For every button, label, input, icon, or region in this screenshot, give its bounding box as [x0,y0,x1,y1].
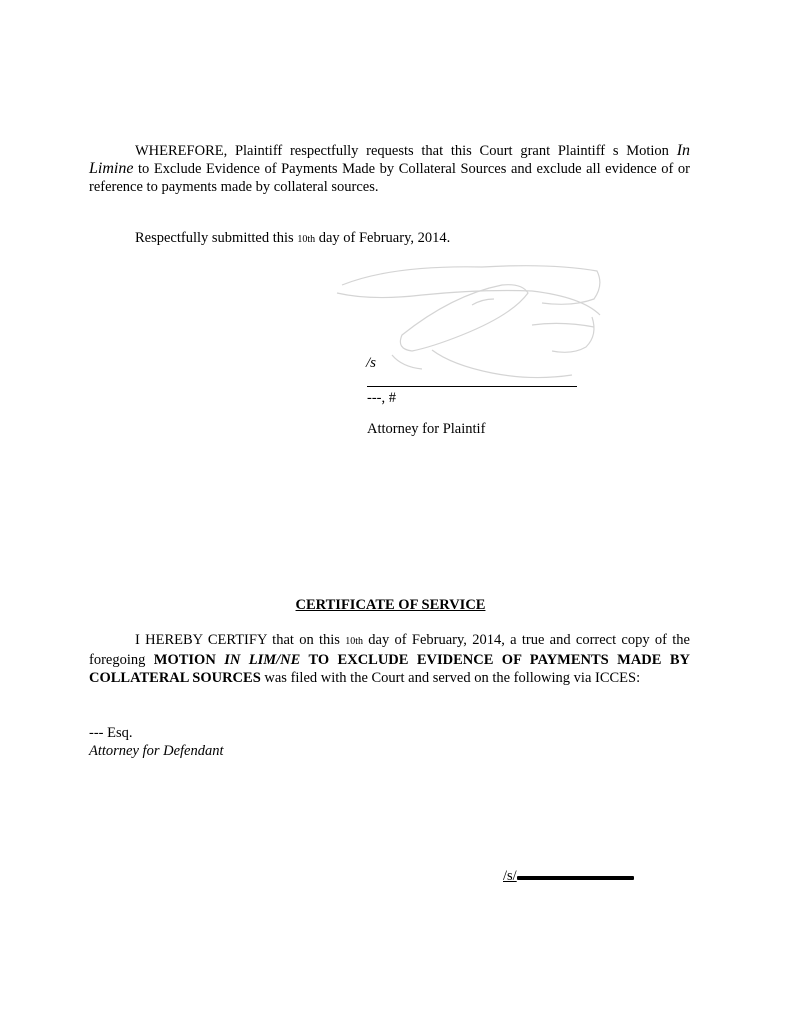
limine-italic: Limine [89,160,134,177]
bottom-signature-slash: /s/ [503,868,517,884]
attorney-role: Attorney for Plaintif [367,421,486,437]
certificate-day: 10th [345,636,364,647]
signature-line [367,386,577,387]
certificate-paragraph: I HEREBY CERTIFY that on this 10th day of February, 2014, a true and correct copy of the foregoing MOTION IN LIM/NE TO EXCLUDE EVIDENCE OF PAYMENTS MADE BY COLLATERAL SOURCES was filed with the Court and served on the following via ICCES: [89,632,691,686]
in-italic: In [676,142,691,159]
submitted-line: Respectfully submitted this 10th day of February, 2014. [135,230,451,246]
certificate-title: CERTIFICATE OF SERVICE [295,597,486,613]
closing-text: WHEREFORE, Plaintiff respectfully requests that this Court grant Plaintiff s Motion [135,143,669,159]
signature-scribble [332,255,607,395]
closing-paragraph [89,142,690,196]
signature-slash: /s [366,355,377,371]
recipient-name: --- Esq. [89,725,133,741]
recipient-role: Attorney for Defendant [89,743,224,759]
attorney-name-line: ---, # [367,390,396,406]
submitted-day: 10th [297,234,316,245]
redaction-bar [517,876,634,880]
closing-text-rest: to Exclude Evidence of Payments Made by Collateral Sources and exclude all evidence of or reference to payments made by collateral sources. [89,161,690,195]
